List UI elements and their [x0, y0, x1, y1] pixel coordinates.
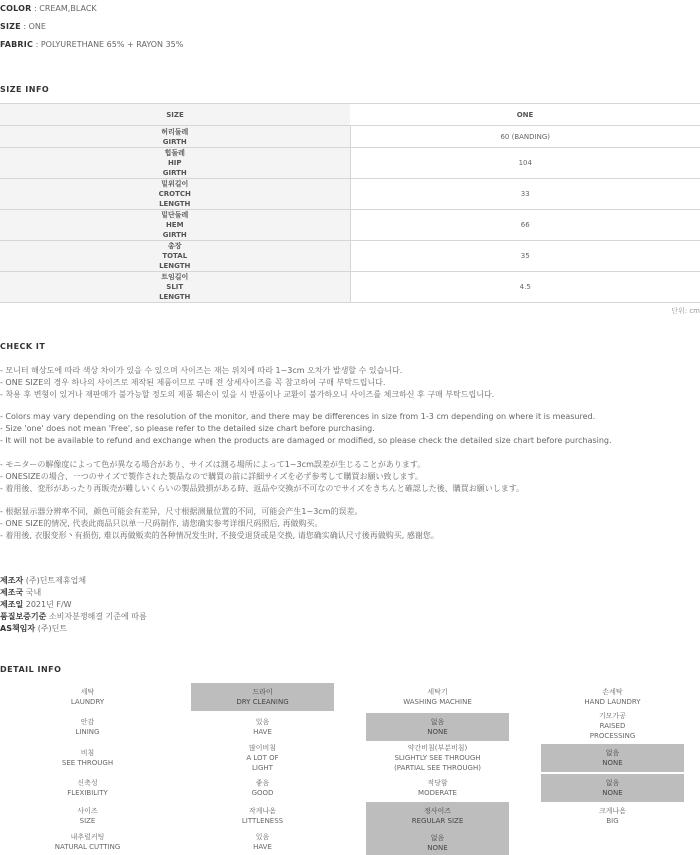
maker-value: (주)딘트 — [37, 624, 68, 633]
table-row — [0, 126, 700, 148]
check-line: - 모니터 해상도에 따라 색상 차이가 있을 수 있으며 사이즈는 재는 위치에 따라 1~3cm 오차가 발생할 수 있습니다. — [0, 366, 403, 375]
detail-category — [16, 774, 159, 802]
check-line: - ONESIZEの場合、一つのサイズで製作された製品なので購買の前に詳細サイズを必ず参考して購買お願い致します。 — [0, 472, 423, 481]
detail-option — [191, 802, 334, 830]
maker-line — [0, 611, 147, 622]
detail-ko: 약간비침(부분비침) — [407, 744, 468, 752]
detail-category — [16, 802, 159, 830]
detail-en: A LOT OF — [246, 754, 279, 762]
spec-value: POLYURETHANE 65% + RAYON 35% — [40, 40, 184, 49]
detail-ko: 비침 — [80, 749, 95, 757]
table-row — [0, 210, 700, 241]
detail-option-column — [350, 683, 525, 855]
detail-en: BIG — [606, 817, 619, 825]
detail-en: SEE THROUGH — [61, 759, 114, 767]
size-label-ko: 힙둘레 — [164, 149, 185, 157]
detail-option-selected — [541, 774, 684, 802]
maker-label: 제조자 — [0, 576, 24, 585]
detail-option-selected — [366, 830, 509, 855]
size-table — [0, 103, 700, 303]
maker-label: 제조국 — [0, 588, 24, 597]
detail-en: LINING — [75, 728, 100, 736]
detail-en: NONE — [602, 789, 623, 797]
detail-option — [191, 829, 334, 855]
check-line: - 根据显示器分辨率不同，颜色可能会有差异，尺寸根据测量位置的不同，可能会产生1~3cm的误差。 — [0, 507, 363, 516]
detail-category — [16, 683, 159, 711]
size-label-en: CROTCH — [158, 190, 191, 198]
detail-ko: 있음 — [255, 833, 270, 841]
size-row-label — [0, 241, 350, 272]
detail-option — [541, 709, 684, 743]
size-label-ko: 트임길이 — [161, 273, 189, 281]
size-header-value: ONE — [350, 104, 700, 126]
maker-line — [0, 575, 86, 586]
size-row-value: 60 (BANDING) — [350, 126, 700, 148]
detail-en: LAUNDRY — [70, 698, 105, 706]
size-row-label — [0, 126, 350, 148]
detail-option — [366, 741, 509, 775]
detail-ko: 정사이즈 — [423, 807, 452, 815]
check-line: - 착용 후 변형이 있거나 재판매가 불가능할 정도의 제품 훼손이 있을 시 반품이나 교환이 불가하오니 사이즈를 체크하신 후 구매 부탁드립니다. — [0, 390, 495, 399]
size-label-ko: 밑위길이 — [161, 180, 189, 188]
detail-ko: 신축성 — [77, 779, 98, 787]
size-row-label — [0, 179, 350, 210]
detail-ko: 많이비침 — [248, 744, 277, 752]
detail-category — [16, 829, 159, 855]
detail-option — [191, 774, 334, 802]
detail-en: GOOD — [251, 789, 274, 797]
detail-category — [16, 713, 159, 741]
check-line: - Colors may vary depending on the resolution of the monitor, and there may be differences in size from 1-3 cm depending on where it is measured. — [0, 412, 596, 421]
detail-ko: 없음 — [605, 749, 620, 757]
detail-ko: 기모가공 — [598, 712, 627, 720]
maker-line — [0, 587, 41, 598]
maker-value: (주)딘트제휴업체 — [25, 576, 87, 585]
detail-en: NONE — [427, 728, 448, 736]
detail-ko: 손세탁 — [602, 688, 623, 696]
detail-option — [191, 741, 334, 775]
detail-option-column — [525, 683, 700, 855]
size-label-en: GIRTH — [162, 137, 187, 146]
maker-label: 제조일 — [0, 600, 24, 609]
size-label-en: LENGTH — [159, 262, 191, 270]
detail-en: HAND LAUNDRY — [584, 698, 641, 706]
size-label-ko: 허리둘레 — [161, 127, 189, 136]
size-row-label — [0, 148, 350, 179]
detail-option — [191, 713, 334, 741]
detail-en: HAVE — [253, 843, 272, 851]
detail-info-grid — [0, 683, 700, 855]
detail-en: NONE — [602, 759, 623, 767]
detail-option-selected — [191, 683, 334, 711]
detail-en: WASHING MACHINE — [403, 698, 472, 706]
size-label-en: HEM — [165, 221, 184, 229]
detail-en: SLIGHTLY SEE THROUGH — [394, 754, 481, 762]
detail-ko: 세탁 — [80, 688, 95, 696]
detail-option — [541, 683, 684, 711]
size-row-label — [0, 210, 350, 241]
detail-option — [366, 683, 509, 711]
check-line: - モニターの解像度によって色が異なる場合があり、サイズは測る場所によって1~3cm誤差が生じることがあります。 — [0, 460, 426, 469]
detail-ko: 없음 — [430, 718, 445, 726]
maker-line — [0, 599, 72, 610]
detail-option-selected — [366, 802, 509, 830]
size-label-en: GIRTH — [162, 231, 187, 239]
size-row-value: 35 — [350, 241, 700, 272]
spec-fabric: FABRIC : POLYURETHANE 65% + RAYON 35% — [0, 40, 184, 49]
size-label-en: HIP — [167, 159, 182, 167]
maker-line — [0, 623, 67, 634]
detail-ko: 작게나옴 — [248, 807, 277, 815]
detail-en: MODERATE — [418, 789, 457, 797]
detail-option — [366, 774, 509, 802]
size-label-en: TOTAL — [162, 252, 188, 260]
check-line: - Size 'one' does not mean 'Free', so please refer to the detailed size chart before purchasing. — [0, 424, 375, 433]
size-header-label: SIZE — [0, 104, 350, 126]
check-line: - 着用後、変形があったり再販売が難しいくらいの製品毀損がある時、返品や交換が不可なのでサイズをきちんと確認した後、購買お願いします。 — [0, 484, 525, 493]
size-unit-note: 단위: cm — [671, 307, 700, 315]
detail-ko: 있음 — [255, 718, 270, 726]
detail-en: REGULAR SIZE — [411, 817, 464, 825]
check-line: - 着用後, 衣服变形丶有损伤, 难以再做贩卖的各种情况发生时, 不接受退货或是交换, 请您确实确认尺寸後再做购买, 感谢您。 — [0, 531, 439, 540]
detail-ko: 좋음 — [255, 779, 270, 787]
table-row — [0, 148, 700, 179]
detail-en: FLEXIBILITY — [67, 789, 108, 797]
spec-label: COLOR — [0, 4, 32, 13]
size-row-value: 66 — [350, 210, 700, 241]
check-it-title: CHECK IT — [0, 342, 46, 351]
spec-value: CREAM,BLACK — [39, 4, 97, 13]
detail-en: PROCESSING — [589, 732, 636, 740]
detail-en: DRY CLEANING — [236, 698, 289, 706]
maker-value: 소비자분쟁해결 기준에 따름 — [48, 612, 147, 621]
detail-ko: 드라이 — [252, 688, 273, 696]
detail-ko: 안감 — [80, 718, 95, 726]
detail-en: HAVE — [253, 728, 272, 736]
spec-label: FABRIC — [0, 40, 34, 49]
detail-en: LITTLENESS — [241, 817, 284, 825]
size-label-ko: 총장 — [167, 242, 182, 250]
detail-ko: 세탁기 — [427, 688, 448, 696]
detail-ko: 사이즈 — [77, 807, 98, 815]
size-label-ko: 밑단둘레 — [161, 211, 189, 219]
detail-ko: 크게나옴 — [598, 807, 627, 815]
size-row-value: 33 — [350, 179, 700, 210]
spec-size: SIZE : ONE — [0, 22, 46, 31]
check-line: - It will not be available to refund and exchange when the products are damaged or modified, so please check the detailed size chart before purchasing. — [0, 436, 612, 445]
detail-info-title: DETAIL INFO — [0, 665, 62, 674]
detail-en: NONE — [427, 843, 448, 852]
detail-ko: 없음 — [430, 833, 445, 842]
check-line: - ONE SIZE의 경우 하나의 사이즈로 제작된 제품이므로 구매 전 상세사이즈를 꼭 참고하여 구매 부탁드립니다. — [0, 378, 386, 387]
spec-value: ONE — [28, 22, 46, 31]
size-row-value: 104 — [350, 148, 700, 179]
table-row — [0, 241, 700, 272]
size-row-value: 4.5 — [350, 272, 700, 303]
maker-label: AS책임자 — [0, 624, 36, 633]
size-info-title: SIZE INFO — [0, 85, 50, 94]
table-row — [0, 179, 700, 210]
detail-en: NATURAL CUTTING — [54, 843, 121, 851]
size-row-label — [0, 272, 350, 303]
maker-value: 2021년 F/W — [25, 600, 72, 609]
detail-en: (PARTIAL SEE THROUGH) — [394, 764, 481, 772]
table-row — [0, 272, 700, 303]
detail-option-selected — [366, 713, 509, 741]
detail-en: LIGHT — [252, 764, 273, 772]
detail-ko: 내추럴커팅 — [70, 833, 105, 841]
detail-option-selected — [541, 744, 684, 772]
detail-option — [541, 802, 684, 830]
check-line: - ONE SIZE的情况, 代表此商品只以单一尺码制作, 请您确实参考详细尺码照后, 再做购买。 — [0, 519, 323, 528]
detail-option-column — [175, 683, 350, 855]
detail-ko: 적당함 — [427, 779, 448, 787]
spec-label: SIZE — [0, 22, 21, 31]
spec-color: COLOR : CREAM,BLACK — [0, 4, 97, 13]
maker-value: 국내 — [25, 588, 42, 597]
size-label-en: LENGTH — [159, 200, 191, 208]
detail-en: RAISED — [599, 722, 626, 730]
size-label-en: SLIT — [166, 283, 184, 291]
detail-category-column — [0, 683, 175, 855]
size-label-en: GIRTH — [162, 169, 187, 177]
size-table-header — [0, 104, 700, 126]
detail-category — [16, 743, 159, 773]
maker-label: 품질보증기준 — [0, 612, 47, 621]
detail-ko: 없음 — [605, 779, 620, 787]
size-label-en: LENGTH — [159, 293, 191, 301]
detail-en: SIZE — [79, 817, 96, 825]
